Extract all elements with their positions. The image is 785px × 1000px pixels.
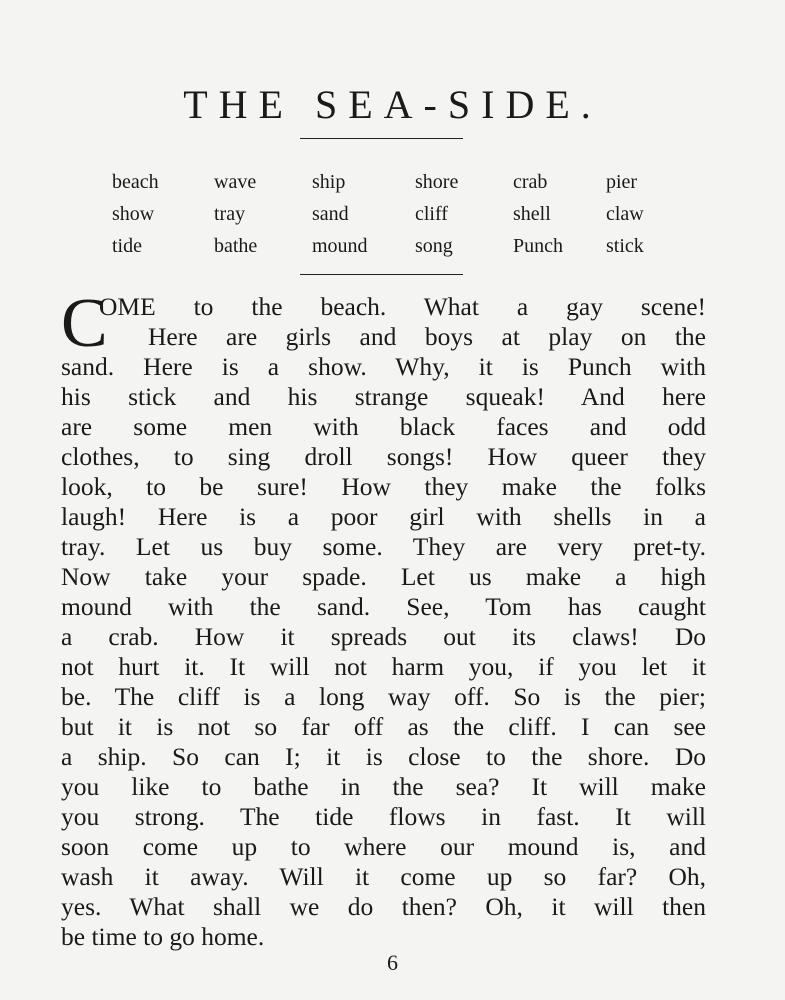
vocab-word: Punch — [513, 235, 563, 257]
vocab-word: shore — [415, 171, 459, 193]
vocab-word: ship — [312, 171, 346, 193]
vocabulary-list — [112, 166, 666, 262]
vocab-word: song — [415, 235, 453, 257]
passage-line: you like to bathe in the sea? It will make — [61, 772, 706, 801]
passage-line: Now take your spade. Let us make a high — [61, 562, 706, 591]
passage-line: his stick and his strange squeak! And here — [61, 382, 706, 411]
vocab-word: show — [112, 203, 155, 225]
passage-line: not hurt it. It will not harm you, if you let it — [61, 652, 706, 681]
passage-line: Here are girls and boys at play on the — [148, 322, 706, 351]
title-divider — [300, 138, 463, 139]
passage-line: tray. Let us buy some. They are very pret-ty. — [61, 532, 706, 561]
passage-line: wash it away. Will it come up so far? Oh, — [61, 862, 706, 891]
passage-line: be time to go home. — [61, 922, 265, 951]
passage-line: soon come up to where our mound is, and — [61, 832, 706, 861]
drop-cap: C — [61, 285, 108, 362]
passage-line: yes. What shall we do then? Oh, it will then — [61, 892, 706, 921]
vocab-word: cliff — [415, 203, 448, 225]
passage-line: OME to the beach. What a gay scene! — [99, 292, 706, 321]
vocab-word: claw — [606, 203, 644, 225]
passage-line: look, to be sure! How they make the folks — [61, 472, 706, 501]
vocab-word: bathe — [214, 235, 258, 257]
vocab-word: stick — [606, 235, 644, 257]
passage-line: laugh! Here is a poor girl with shells in a — [61, 502, 706, 531]
passage-line: are some men with black faces and odd — [61, 412, 706, 441]
vocab-word: wave — [214, 171, 257, 193]
page-number: 6 — [387, 950, 398, 975]
passage-line: a ship. So can I; it is close to the shore. Do — [61, 742, 706, 771]
vocab-word: sand — [312, 203, 349, 225]
vocab-word: mound — [312, 235, 368, 257]
vocab-divider — [300, 274, 463, 275]
vocab-word: pier — [606, 171, 638, 193]
passage-line: you strong. The tide flows in fast. It will — [61, 802, 706, 831]
vocab-word: tray — [214, 203, 246, 225]
passage — [61, 285, 706, 952]
vocab-word: tide — [112, 235, 142, 257]
vocab-word: shell — [513, 203, 551, 225]
page-title: THE SEA-SIDE. — [183, 82, 602, 127]
vocab-word: crab — [513, 171, 548, 193]
passage-line: sand. Here is a show. Why, it is Punch with — [61, 352, 706, 381]
vocab-word: beach — [112, 171, 159, 193]
passage-line: be. The cliff is a long way off. So is the pier; — [61, 682, 706, 711]
passage-line: mound with the sand. See, Tom has caught — [61, 592, 706, 621]
passage-line: a crab. How it spreads out its claws! Do — [61, 622, 706, 651]
passage-line: clothes, to sing droll songs! How queer they — [61, 442, 706, 471]
passage-line: but it is not so far off as the cliff. I can see — [61, 712, 706, 741]
